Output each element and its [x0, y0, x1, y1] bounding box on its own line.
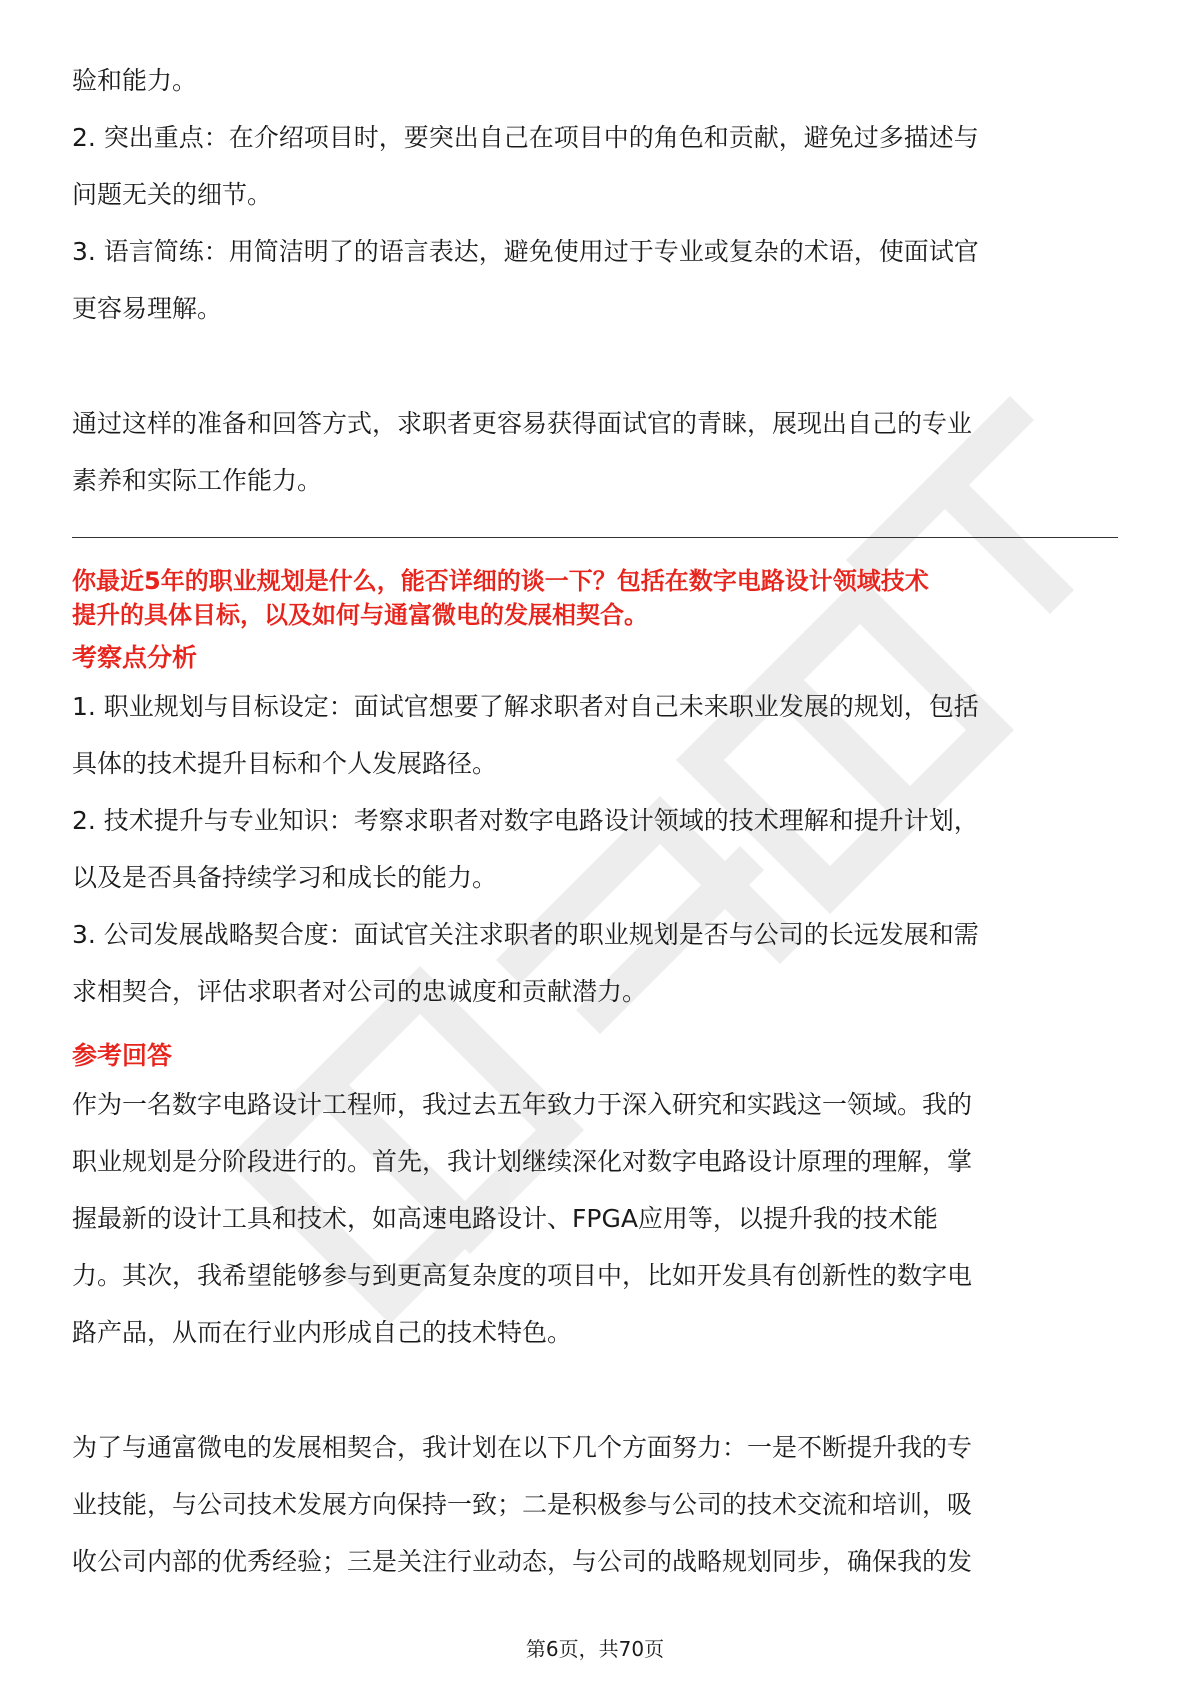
text-line: 路产品，从而在行业内形成自己的技术特色。 — [72, 1318, 573, 1347]
text-line: 3. 语言简练：用简洁明了的语言表达，避免使用过于专业或复杂的术语，使面试官 — [72, 237, 979, 266]
conclusion-paragraph — [72, 395, 1118, 509]
page-number-footer: 第6页，共70页 — [525, 1637, 665, 1661]
interview-question — [72, 564, 1118, 632]
text-line: 通过这样的准备和回答方式，求职者更容易获得面试官的青睐，展现出自己的专业 — [72, 409, 973, 438]
section-divider — [72, 537, 1118, 538]
question-line: 提升的具体目标，以及如何与通富微电的发展相契合。 — [72, 601, 648, 629]
text-line: 具体的技术提升目标和个人发展路径。 — [72, 749, 498, 778]
answer-heading: 参考回答 — [72, 1041, 173, 1070]
text-line: 收公司内部的优秀经验；三是关注行业动态，与公司的战略规划同步，确保我的发 — [72, 1547, 973, 1576]
paragraph-gap — [72, 1361, 1118, 1419]
text-line: 职业规划是分阶段进行的。首先，我计划继续深化对数字电路设计原理的理解，掌 — [72, 1147, 973, 1176]
text-line: 3. 公司发展战略契合度：面试官关注求职者的职业规划是否与公司的长远发展和需 — [72, 920, 979, 949]
text-line: 更容易理解。 — [72, 294, 223, 323]
analysis-points — [72, 678, 1118, 1020]
answer-paragraph-2 — [72, 1419, 1118, 1590]
text-line: 2. 技术提升与专业知识：考察求职者对数字电路设计领域的技术理解和提升计划， — [72, 806, 979, 835]
text-line: 1. 职业规划与目标设定：面试官想要了解求职者对自己未来职业发展的规划，包括 — [72, 692, 979, 721]
document-page — [72, 52, 1118, 1590]
text-line: 握最新的设计工具和技术，如高速电路设计、FPGA应用等，以提升我的技术能 — [72, 1204, 938, 1233]
previous-answer-tips — [72, 52, 1118, 337]
text-line: 问题无关的细节。 — [72, 180, 273, 209]
text-line: 业技能，与公司技术发展方向保持一致；二是积极参与公司的技术交流和培训，吸 — [72, 1490, 973, 1519]
text-line: 素养和实际工作能力。 — [72, 466, 323, 495]
text-line: 作为一名数字电路设计工程师，我过去五年致力于深入研究和实践这一领域。我的 — [72, 1090, 973, 1119]
text-line: 验和能力。 — [72, 66, 198, 95]
text-line: 2. 突出重点：在介绍项目时，要突出自己在项目中的角色和贡献，避免过多描述与 — [72, 123, 979, 152]
analysis-heading: 考察点分析 — [72, 643, 198, 672]
paragraph-gap — [72, 337, 1118, 395]
question-line: 你最近5年的职业规划是什么，能否详细的谈一下？包括在数字电路设计领域技术 — [72, 567, 929, 595]
text-line: 求相契合，评估求职者对公司的忠诚度和贡献潜力。 — [72, 977, 648, 1006]
text-line: 力。其次，我希望能够参与到更高复杂度的项目中，比如开发具有创新性的数字电 — [72, 1261, 973, 1290]
text-line: 以及是否具备持续学习和成长的能力。 — [72, 863, 498, 892]
answer-paragraph-1 — [72, 1076, 1118, 1361]
text-line: 为了与通富微电的发展相契合，我计划在以下几个方面努力：一是不断提升我的专 — [72, 1433, 973, 1462]
